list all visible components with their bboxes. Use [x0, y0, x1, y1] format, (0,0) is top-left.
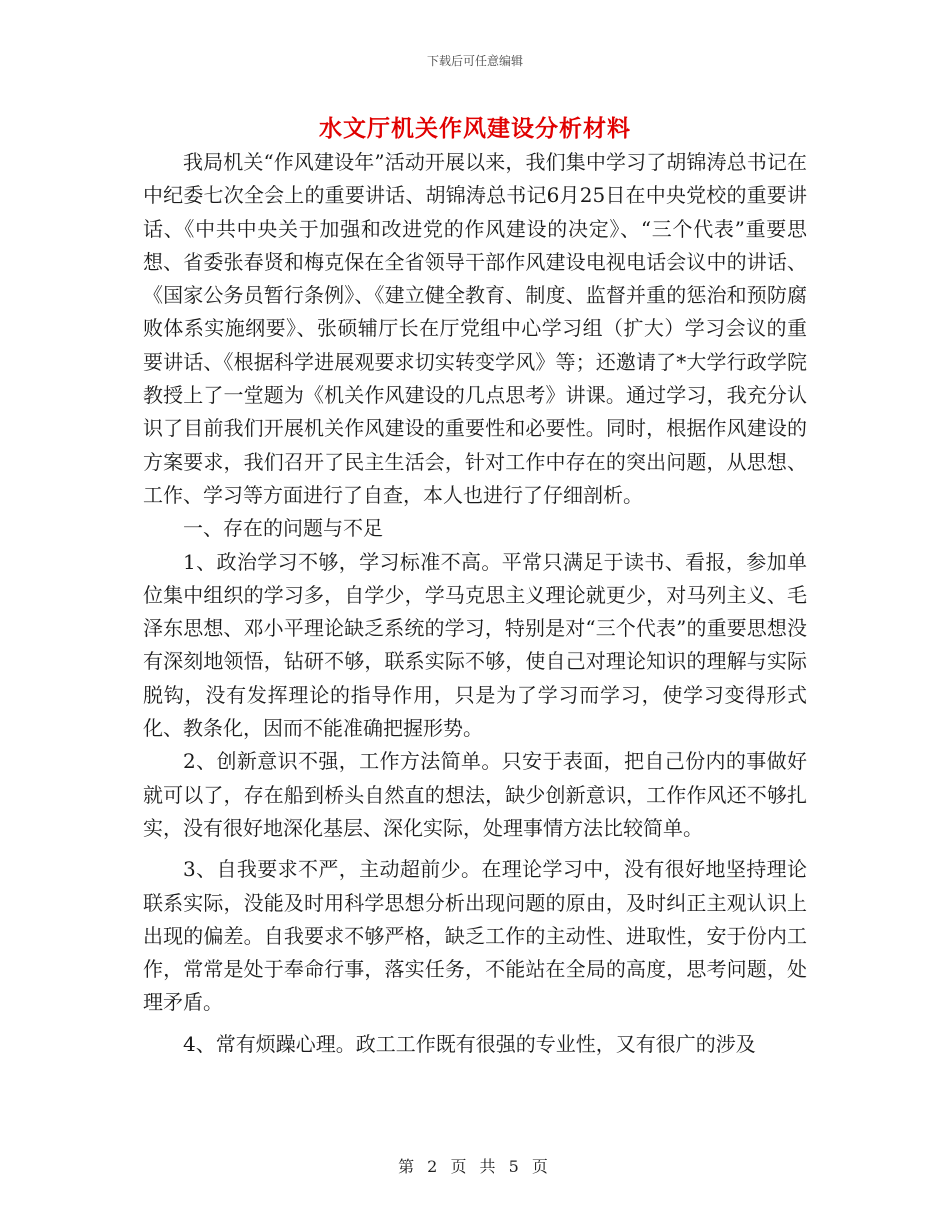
- paragraph-item-3: 3、自我要求不严，主动超前少。在理论学习中，没有很好地坚持理论联系实际，没能及时用科学思想分析出现问题的原由，及时纠正主观认识上出现的偏差。自我要求不够严格，缺乏工作的主动性、进取性，安于份内工作，常常是处于奉命行事，落实任务，不能站在全局的高度，思考问题，处理矛盾。: [143, 857, 807, 1015]
- paragraph-item-4: 4、常有烦躁心理。政工工作既有很强的专业性，又有很广的涉及: [183, 1031, 756, 1056]
- page-header-note: 下载后可任意编辑: [426, 54, 523, 68]
- paragraph-item-2: 2、创新意识不强，工作方法简单。只安于表面，把自己份内的事做好就可以了，存在船到桥头自然直的想法，缺少创新意识，工作作风还不够扎实，没有很好地深化基层、深化实际，处理事情方法比较简单。: [143, 749, 807, 840]
- document-title: 水文厅机关作风建设分析材料: [319, 115, 631, 142]
- document-body: [143, 146, 807, 1061]
- paragraph-intro: 我局机关“作风建设年”活动开展以来，我们集中学习了胡锦涛总书记在中纪委七次全会上的重要讲话、胡锦涛总书记6月25日在中央党校的重要讲话、《中共中央关于加强和改进党的作风建设的决定》、“三个代表”重要思想、省委张春贤和梅克保在全省领导干部作风建设电视电话会议中的讲话、《国家公务员暂行条例》、《建立健全教育、制度、监督并重的惩治和预防腐败体系实施纲要》、张硕辅厅长在厅党组中心学习组（扩大）学习会议的重要讲话、《根据科学进展观要求切实转变学风》等；还邀请了*大学行政学院教授上了一堂题为《机关作风建设的几点思考》讲课。通过学习，我充分认识了目前我们开展机关作风建设的重要性和必要性。同时，根据作风建设的方案要求，我们召开了民主生活会，针对工作中存在的突出问题，从思想、工作、学习等方面进行了自查，本人也进行了仔细剖析。: [143, 150, 807, 507]
- paragraph-item-1: 1、政治学习不够，学习标准不高。平常只满足于读书、看报，参加单位集中组织的学习多，自学少，学马克思主义理论就更少，对马列主义、毛泽东思想、邓小平理论缺乏系统的学习，特别是对“三个代表”的重要思想没有深刻地领悟，钻研不够，联系实际不够，使自己对理论知识的理解与实际脱钩，没有发挥理论的指导作用，只是为了学习而学习，使学习变得形式化、教条化，因而不能准确把握形势。: [143, 549, 807, 741]
- page-number: 第 2 页 共 5 页: [398, 1157, 552, 1176]
- section-heading: 一、存在的问题与不足: [183, 516, 383, 541]
